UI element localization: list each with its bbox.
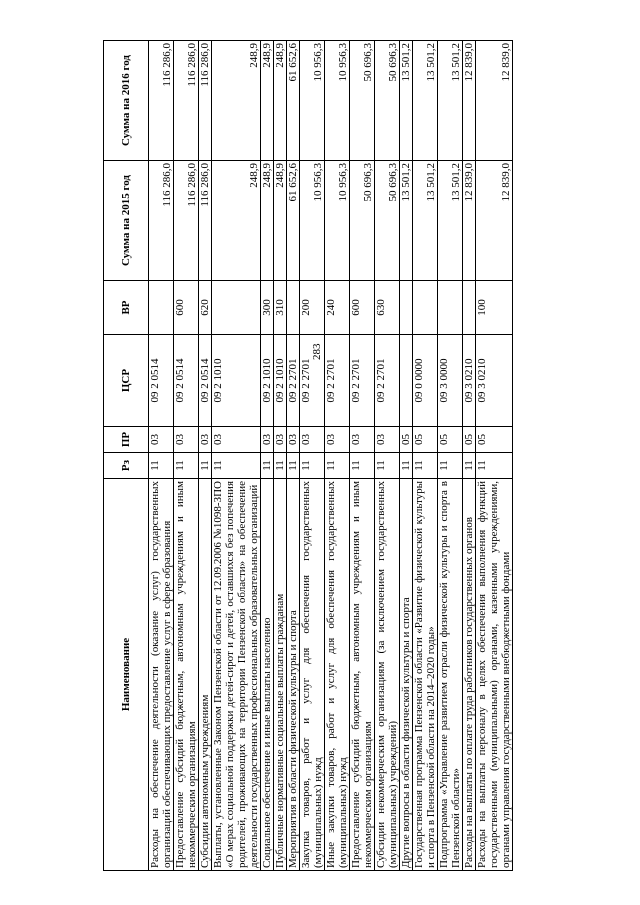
cell-name: Социальное обеспечение и иные выплаты населению — [261, 479, 274, 871]
cell-pr: 03 — [149, 427, 174, 453]
cell-name: Предоставление субсидий бюджетным, автономным учреждениям и иным некоммерческим организациям — [174, 479, 199, 871]
cell-csr: 09 2 2701 — [300, 335, 325, 427]
cell-name: Подпрограмма «Управление развитием отрасли физической культуры и спорта в Пензенской области» — [438, 479, 463, 871]
cell-pr: 03 — [199, 427, 212, 453]
col-header-sum-2016: Сумма на 2016 год — [104, 41, 149, 161]
table-row — [212, 41, 261, 871]
cell-csr: 09 2 1010 — [274, 335, 287, 427]
cell-vr: 600 — [350, 281, 375, 335]
cell-vr — [212, 281, 261, 335]
table-row — [274, 41, 287, 871]
cell-vr — [149, 281, 174, 335]
cell-sum-2016: 248,9 — [212, 41, 261, 161]
cell-vr: 100 — [476, 281, 513, 335]
col-header-sum-2015: Сумма на 2015 год — [104, 161, 149, 281]
cell-sum-2015: 12 839,0 — [476, 161, 513, 281]
cell-vr: 300 — [261, 281, 274, 335]
cell-pr: 05 — [476, 427, 513, 453]
cell-rz: 11 — [287, 453, 300, 479]
cell-sum-2016: 13 501,2 — [438, 41, 463, 161]
cell-vr — [400, 281, 413, 335]
cell-sum-2016: 12 839,0 — [476, 41, 513, 161]
cell-rz: 11 — [463, 453, 476, 479]
table-row — [350, 41, 375, 871]
cell-rz: 11 — [261, 453, 274, 479]
table-row — [287, 41, 300, 871]
table-row — [300, 41, 325, 871]
cell-vr — [438, 281, 463, 335]
cell-name: Субсидии автономным учреждениям — [199, 479, 212, 871]
cell-sum-2015: 116 286,0 — [174, 161, 199, 281]
table-row — [325, 41, 350, 871]
table-row — [375, 41, 400, 871]
table-row — [400, 41, 413, 871]
cell-name: Другие вопросы в области физической культуры и спорта — [400, 479, 413, 871]
cell-csr: 09 2 2701 — [375, 335, 400, 427]
cell-name: Расходы на обеспечение деятельности (оказание услуг) государственных организаций обеспечивающих предоставление услуг в сфере образования — [149, 479, 174, 871]
cell-vr: 310 — [274, 281, 287, 335]
table-row — [261, 41, 274, 871]
cell-sum-2015: 13 501,2 — [438, 161, 463, 281]
cell-rz: 11 — [375, 453, 400, 479]
col-header-name: Наименование — [104, 479, 149, 871]
cell-name: Государственная программа Пензенской области «Развитие физической культуры и спорта в Пензенской области на 2014–2020 годы» — [413, 479, 438, 871]
cell-pr: 05 — [400, 427, 413, 453]
cell-pr: 03 — [375, 427, 400, 453]
cell-sum-2015: 10 956,3 — [300, 161, 325, 281]
cell-name: Расходы на выплаты персоналу в целях обеспечения выполнения функций государственными (муниципальными) органами, казенными учреждениями, органами управления государственными внебюджетными фондами — [476, 479, 513, 871]
cell-sum-2015: 50 696,3 — [375, 161, 400, 281]
cell-csr: 09 3 0210 — [463, 335, 476, 427]
cell-rz: 11 — [400, 453, 413, 479]
table-row — [476, 41, 513, 871]
cell-sum-2015: 13 501,2 — [413, 161, 438, 281]
cell-name: Публичные нормативные социальные выплаты гражданам — [274, 479, 287, 871]
cell-name: Субсидии некоммерческим организациям (за исключением государственных (муниципальных) учреждений) — [375, 479, 400, 871]
cell-csr: 09 2 1010 — [261, 335, 274, 427]
cell-pr: 03 — [261, 427, 274, 453]
cell-vr: 620 — [199, 281, 212, 335]
table-row — [174, 41, 199, 871]
table-row — [149, 41, 174, 871]
cell-csr: 09 2 2701 — [350, 335, 375, 427]
cell-name: Предоставление субсидий бюджетным, автономным учреждениям и иным некоммерческим организациям — [350, 479, 375, 871]
cell-sum-2016: 248,9 — [261, 41, 274, 161]
cell-sum-2015: 10 956,3 — [325, 161, 350, 281]
cell-rz: 11 — [325, 453, 350, 479]
cell-sum-2015: 50 696,3 — [350, 161, 375, 281]
table-row — [463, 41, 476, 871]
col-header-rz: Рз — [104, 453, 149, 479]
table-row — [199, 41, 212, 871]
cell-csr: 09 2 2701 — [287, 335, 300, 427]
cell-name: Мероприятия в области физической культуры и спорта — [287, 479, 300, 871]
cell-sum-2016: 13 501,2 — [413, 41, 438, 161]
cell-pr: 03 — [287, 427, 300, 453]
cell-vr: 630 — [375, 281, 400, 335]
cell-pr: 03 — [300, 427, 325, 453]
cell-sum-2016: 116 286,0 — [199, 41, 212, 161]
cell-sum-2016: 10 956,3 — [325, 41, 350, 161]
rotated-page — [103, 41, 563, 871]
page-number: 283 — [311, 343, 323, 360]
cell-csr — [400, 335, 413, 427]
cell-rz: 11 — [174, 453, 199, 479]
budget-table — [103, 40, 513, 871]
cell-sum-2015: 116 286,0 — [199, 161, 212, 281]
cell-csr: 09 0 0000 — [413, 335, 438, 427]
cell-csr: 09 3 0210 — [476, 335, 513, 427]
cell-csr: 09 2 0514 — [149, 335, 174, 427]
cell-sum-2015: 248,9 — [212, 161, 261, 281]
cell-csr: 09 2 2701 — [325, 335, 350, 427]
cell-vr: 600 — [174, 281, 199, 335]
cell-sum-2015: 248,9 — [274, 161, 287, 281]
cell-sum-2015: 61 652,6 — [287, 161, 300, 281]
cell-csr: 09 3 0000 — [438, 335, 463, 427]
cell-pr: 05 — [438, 427, 463, 453]
cell-rz: 11 — [350, 453, 375, 479]
cell-vr — [463, 281, 476, 335]
cell-rz: 11 — [300, 453, 325, 479]
cell-rz: 11 — [149, 453, 174, 479]
col-header-vr: ВР — [104, 281, 149, 335]
col-header-csr: ЦСР — [104, 335, 149, 427]
cell-sum-2016: 61 652,6 — [287, 41, 300, 161]
cell-sum-2016: 13 501,2 — [400, 41, 413, 161]
cell-csr: 09 2 0514 — [174, 335, 199, 427]
cell-name: Иные закупки товаров, работ и услуг для обеспечения государственных (муниципальных) нужд — [325, 479, 350, 871]
cell-rz: 11 — [274, 453, 287, 479]
cell-vr — [413, 281, 438, 335]
cell-pr: 03 — [274, 427, 287, 453]
cell-vr: 240 — [325, 281, 350, 335]
cell-pr: 03 — [325, 427, 350, 453]
cell-csr: 09 2 0514 — [199, 335, 212, 427]
cell-pr: 03 — [174, 427, 199, 453]
cell-sum-2016: 10 956,3 — [300, 41, 325, 161]
cell-name: Выплаты, установленные Законом Пензенской области от 12.09.2006 №1098-ЗПО «О мерах социальной поддержки детей-сирот и детей, оставшихся без попечения родителей, проживающих на территории Пензенской области» на обеспечение деятельности государственных профессиональных образовательных организаций — [212, 479, 261, 871]
cell-csr: 09 2 1010 — [212, 335, 261, 427]
cell-sum-2016: 116 286,0 — [174, 41, 199, 161]
cell-sum-2015: 116 286,0 — [149, 161, 174, 281]
cell-sum-2015: 13 501,2 — [400, 161, 413, 281]
col-header-pr: ПР — [104, 427, 149, 453]
cell-pr: 03 — [212, 427, 261, 453]
cell-sum-2016: 50 696,3 — [375, 41, 400, 161]
cell-name: Закупка товаров, работ и услуг для обеспечения государственных (муниципальных) нужд — [300, 479, 325, 871]
cell-rz: 11 — [413, 453, 438, 479]
table-body — [149, 41, 513, 871]
cell-rz: 11 — [476, 453, 513, 479]
cell-rz: 11 — [212, 453, 261, 479]
cell-sum-2016: 50 696,3 — [350, 41, 375, 161]
cell-sum-2015: 248,9 — [261, 161, 274, 281]
cell-rz: 11 — [199, 453, 212, 479]
cell-pr: 05 — [413, 427, 438, 453]
cell-sum-2016: 248,9 — [274, 41, 287, 161]
table-header — [104, 41, 149, 871]
cell-rz: 11 — [438, 453, 463, 479]
cell-sum-2016: 116 286,0 — [149, 41, 174, 161]
cell-vr: 200 — [300, 281, 325, 335]
cell-pr: 05 — [463, 427, 476, 453]
cell-pr: 03 — [350, 427, 375, 453]
table-row — [413, 41, 438, 871]
table-row — [438, 41, 463, 871]
cell-name: Расходы на выплаты по оплате труда работников государственных органов — [463, 479, 476, 871]
cell-vr — [287, 281, 300, 335]
cell-sum-2015: 12 839,0 — [463, 161, 476, 281]
cell-sum-2016: 12 839,0 — [463, 41, 476, 161]
